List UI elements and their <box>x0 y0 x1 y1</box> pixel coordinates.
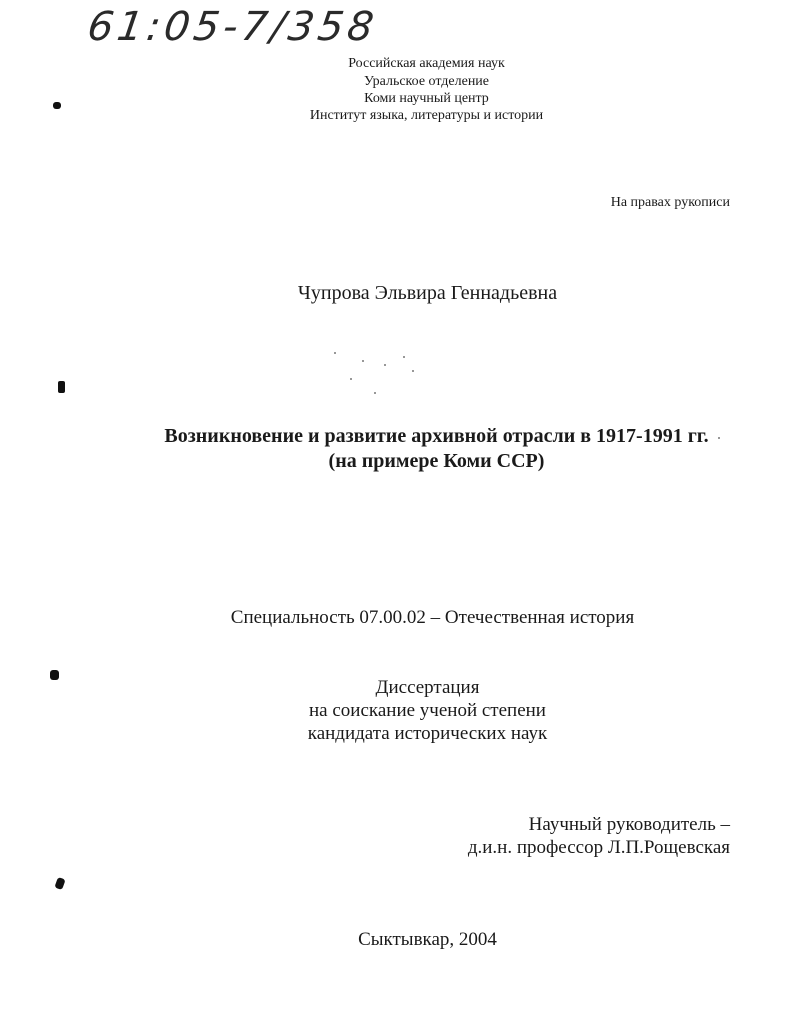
scan-speck <box>374 392 376 394</box>
scan-mark-3 <box>50 670 59 680</box>
scan-speck <box>384 364 386 366</box>
scan-speck <box>412 370 414 372</box>
dissertation-title-line-2: (на примере Коми ССР) <box>328 450 545 472</box>
scan-mark-2 <box>58 381 65 393</box>
dissertation-type-line-1: Диссертация <box>375 677 480 698</box>
scan-mark-1 <box>53 102 61 109</box>
scan-mark-4 <box>54 877 65 890</box>
city-and-year: Сыктывкар, 2004 <box>358 929 497 950</box>
supervisor-name: д.и.н. профессор Л.П.Рощевская <box>467 837 730 858</box>
specialty: Специальность 07.00.02 – Отечественная история <box>230 607 635 628</box>
scan-speck <box>718 437 720 439</box>
scan-speck <box>362 360 364 362</box>
institution-line-2: Уральское отделение <box>363 74 490 89</box>
dissertation-type-line-2: на соискание ученой степени <box>309 700 546 721</box>
scan-speck <box>350 378 352 380</box>
institution-line-4: Институт языка, литературы и истории <box>309 108 544 123</box>
scan-speck <box>334 352 336 354</box>
dissertation-type-line-3: кандидата исторических наук <box>307 723 548 744</box>
institution-line-1: Российская академия наук <box>348 56 505 71</box>
supervisor-label: Научный руководитель – <box>528 814 730 835</box>
author-name: Чупрова Эльвира Геннадьевна <box>297 282 558 304</box>
handwritten-archive-code: 61:05-7/358 <box>84 4 381 50</box>
institution-line-3: Коми научный центр <box>364 91 489 106</box>
dissertation-title-line-1: Возникновение и развитие архивной отрасли в 1917-1991 гг. <box>164 425 709 447</box>
scan-speck <box>403 356 405 358</box>
manuscript-rights-note: На правах рукописи <box>610 195 730 210</box>
